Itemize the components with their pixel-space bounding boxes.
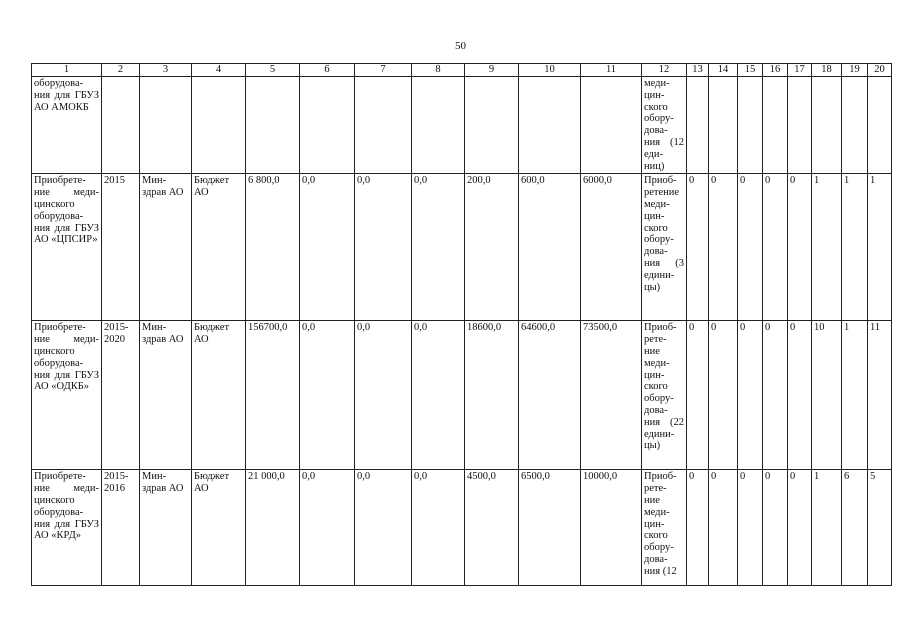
table-cell: 156700,0 — [246, 321, 300, 470]
table-cell: Мин- здрав АО — [140, 321, 192, 470]
table-cell: 2015- 2020 — [102, 321, 140, 470]
table-cell: Бюджет АО — [192, 321, 246, 470]
column-number: 20 — [868, 64, 892, 77]
table-cell — [788, 77, 812, 174]
table-cell: 1 — [868, 174, 892, 321]
column-number: 5 — [246, 64, 300, 77]
column-number: 3 — [140, 64, 192, 77]
table-cell: 0 — [738, 321, 763, 470]
table-cell: 0 — [709, 470, 738, 586]
table-cell: 18600,0 — [465, 321, 519, 470]
column-number: 6 — [300, 64, 355, 77]
column-number: 9 — [465, 64, 519, 77]
table-cell — [868, 77, 892, 174]
table-cell: Приоб- рете- ние меди- цин- ского обору- дова- ния (22 едини- цы) — [642, 321, 687, 470]
column-number: 14 — [709, 64, 738, 77]
table-cell: 0,0 — [300, 470, 355, 586]
table-cell: 0 — [788, 321, 812, 470]
table-cell: Приоб- ретение меди- цин- ского обору- дова- ния (3 едини- цы) — [642, 174, 687, 321]
table-cell: 1 — [812, 470, 842, 586]
table-cell: 0 — [687, 470, 709, 586]
table-cell — [687, 77, 709, 174]
column-number: 17 — [788, 64, 812, 77]
table-cell: 0 — [738, 174, 763, 321]
table-cell: 10 — [812, 321, 842, 470]
table-cell — [192, 77, 246, 174]
table-cell: Приоб- рете- ние меди- цин- ского обору- дова- ния (12 — [642, 470, 687, 586]
table-cell: 0,0 — [300, 174, 355, 321]
table-cell: 0 — [709, 174, 738, 321]
table-cell — [465, 77, 519, 174]
table-cell — [709, 77, 738, 174]
table-cell — [300, 77, 355, 174]
column-number: 4 — [192, 64, 246, 77]
table-cell: 0 — [738, 470, 763, 586]
table-cell: Бюджет АО — [192, 174, 246, 321]
table-cell — [581, 77, 642, 174]
table-cell: 1 — [842, 321, 868, 470]
table-cell: 0 — [687, 321, 709, 470]
table-cell: Приобрете- ние меди- цинского оборудова- ния для ГБУЗ АО «КРД» — [32, 470, 102, 586]
table-cell — [763, 77, 788, 174]
table-cell: 10000,0 — [581, 470, 642, 586]
table-cell: меди- цин- ского обору- дова- ния (12 еди- ниц) — [642, 77, 687, 174]
table-row — [32, 174, 892, 321]
table-cell — [102, 77, 140, 174]
table-row — [32, 77, 892, 174]
table-cell: 6000,0 — [581, 174, 642, 321]
table-cell — [842, 77, 868, 174]
table-cell: Приобрете- ние меди- цинского оборудова- ния для ГБУЗ АО «ЦПСИР» — [32, 174, 102, 321]
table-cell: 1 — [812, 174, 842, 321]
table-cell: 0,0 — [412, 174, 465, 321]
page-number: 50 — [455, 40, 466, 52]
table-cell: 2015 — [102, 174, 140, 321]
column-number: 10 — [519, 64, 581, 77]
table-cell: 600,0 — [519, 174, 581, 321]
table-row — [32, 321, 892, 470]
table-cell — [140, 77, 192, 174]
budget-table — [31, 63, 892, 586]
table-cell: Мин- здрав АО — [140, 174, 192, 321]
table-cell: Приобрете- ние меди- цинского оборудова- ния для ГБУЗ АО «ОДКБ» — [32, 321, 102, 470]
column-number: 15 — [738, 64, 763, 77]
table-cell: Бюджет АО — [192, 470, 246, 586]
table-cell: 0,0 — [412, 470, 465, 586]
table-cell — [355, 77, 412, 174]
table-cell: 0,0 — [355, 174, 412, 321]
table-cell — [246, 77, 300, 174]
table-row — [32, 470, 892, 586]
table-cell: 0,0 — [355, 470, 412, 586]
table-cell: 6 — [842, 470, 868, 586]
table-cell — [519, 77, 581, 174]
table-cell: 11 — [868, 321, 892, 470]
table-cell: 4500,0 — [465, 470, 519, 586]
table-cell: 6500,0 — [519, 470, 581, 586]
table-cell — [812, 77, 842, 174]
table-cell: 0,0 — [300, 321, 355, 470]
column-number: 2 — [102, 64, 140, 77]
table-cell: 0 — [709, 321, 738, 470]
table-cell: 0 — [788, 470, 812, 586]
column-number: 12 — [642, 64, 687, 77]
column-number: 16 — [763, 64, 788, 77]
table-cell: 0 — [763, 470, 788, 586]
table-cell — [412, 77, 465, 174]
table-cell: 0,0 — [355, 321, 412, 470]
table-cell: 2015- 2016 — [102, 470, 140, 586]
table-cell: 0 — [687, 174, 709, 321]
table-cell: 200,0 — [465, 174, 519, 321]
column-number: 11 — [581, 64, 642, 77]
table-cell — [738, 77, 763, 174]
column-number: 19 — [842, 64, 868, 77]
table-cell: 73500,0 — [581, 321, 642, 470]
table-cell: 21 000,0 — [246, 470, 300, 586]
table-cell: 1 — [842, 174, 868, 321]
table-cell: оборудова- ния для ГБУЗ АО АМОКБ — [32, 77, 102, 174]
column-number-row — [32, 64, 892, 77]
table-cell: 0 — [763, 174, 788, 321]
table-cell: Мин- здрав АО — [140, 470, 192, 586]
column-number: 13 — [687, 64, 709, 77]
column-number: 1 — [32, 64, 102, 77]
table-cell: 0,0 — [412, 321, 465, 470]
column-number: 8 — [412, 64, 465, 77]
column-number: 18 — [812, 64, 842, 77]
table-cell: 0 — [788, 174, 812, 321]
table-cell: 64600,0 — [519, 321, 581, 470]
table-cell: 6 800,0 — [246, 174, 300, 321]
table-cell: 5 — [868, 470, 892, 586]
table-cell: 0 — [763, 321, 788, 470]
column-number: 7 — [355, 64, 412, 77]
